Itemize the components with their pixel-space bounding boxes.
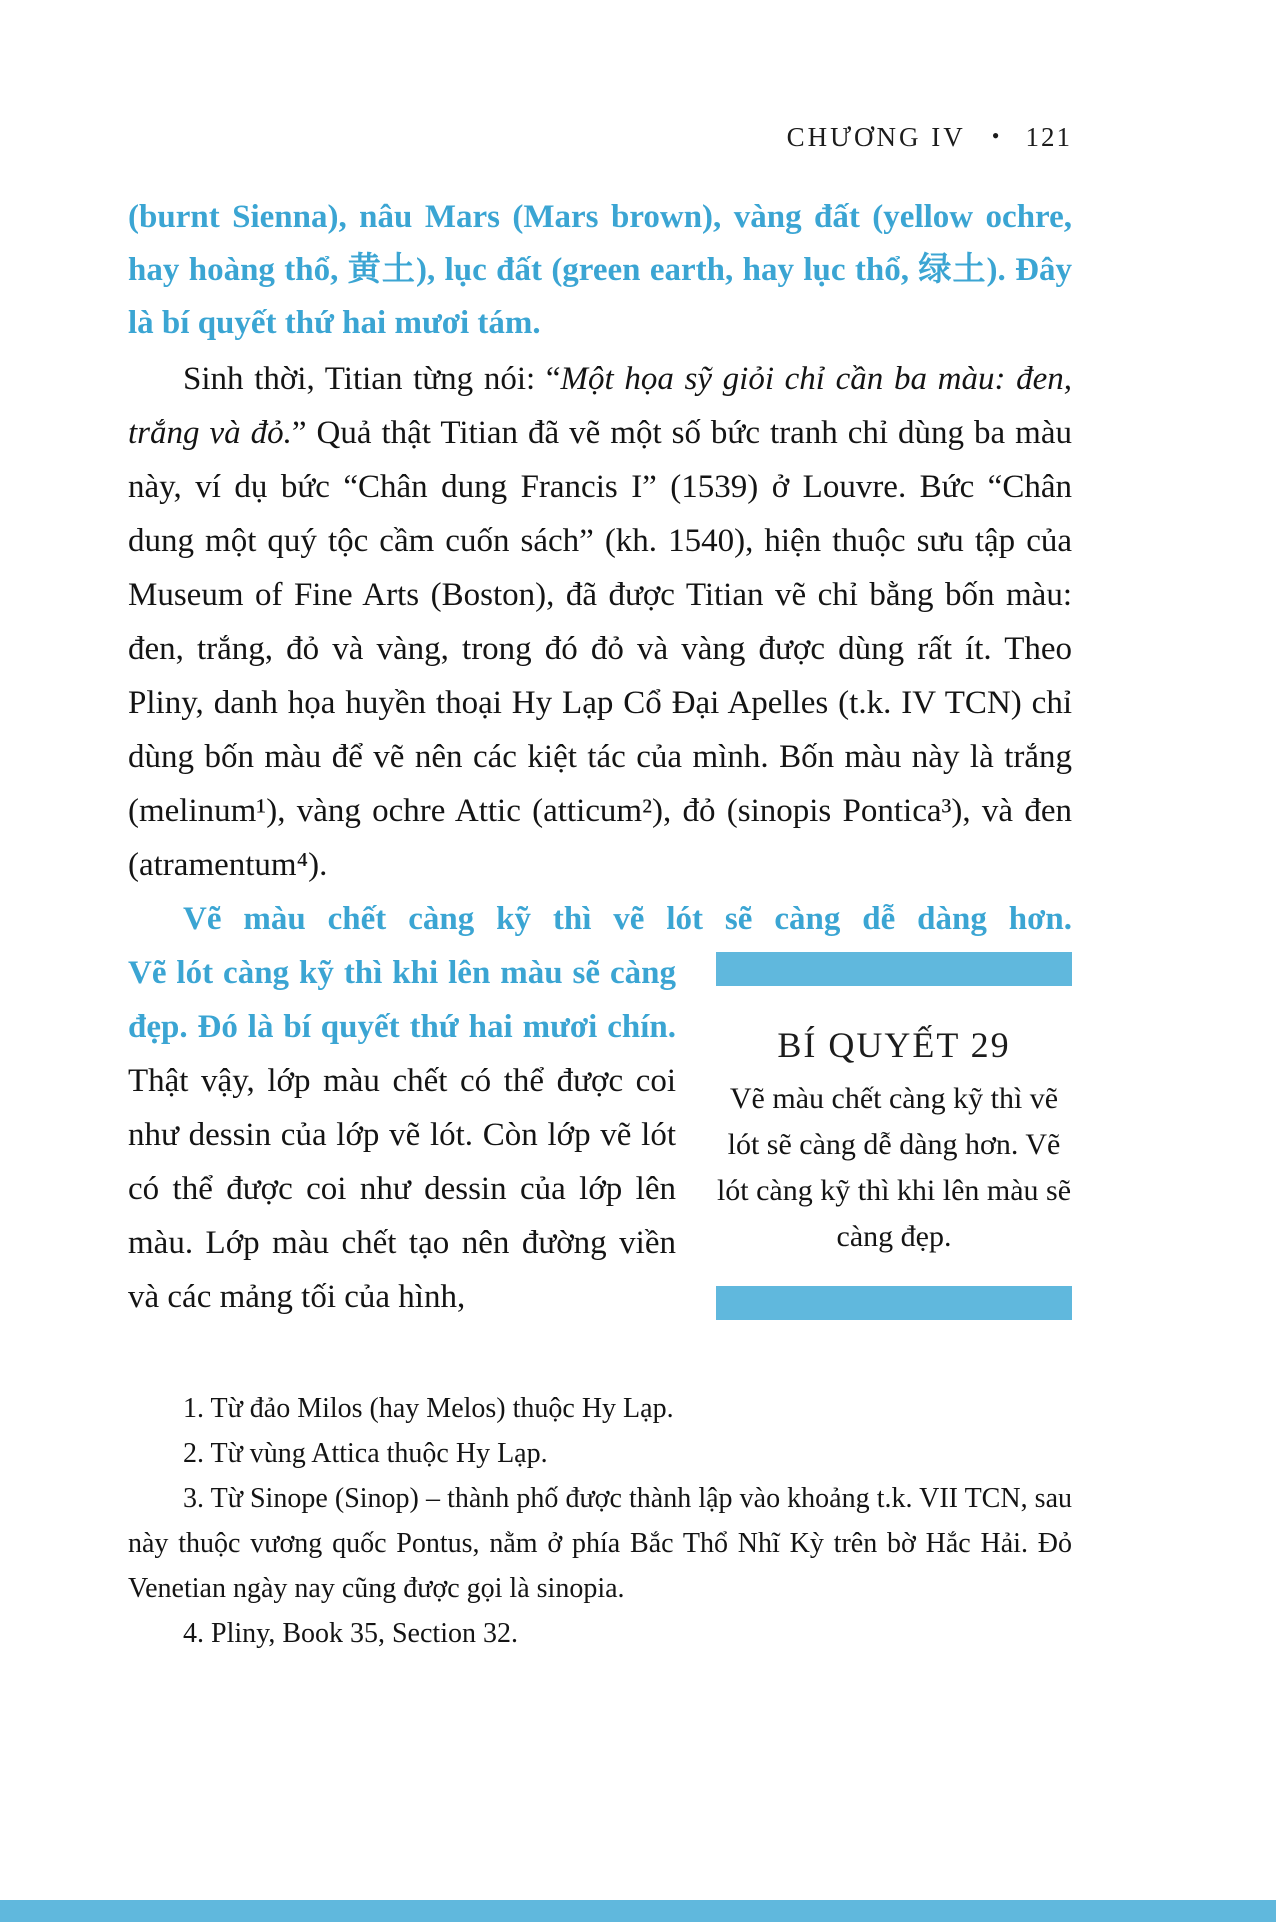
callout-body: Vẽ màu chết càng kỹ thì vẽ lót sẽ càng dễ dàng hơn. Vẽ lót càng kỹ thì khi lên màu sẽ càng đẹp. (716, 1082, 1072, 1253)
body-left-column (128, 946, 676, 1324)
intro-paragraph: (burnt Sienna), nâu Mars (Mars brown), vàng đất (yellow ochre, hay hoàng thổ, 黄土), lục đất (green earth, hay lục thổ, 绿土). Đây là bí quyết thứ hai mươi tám. (128, 199, 1072, 341)
wrap-section (128, 946, 1072, 1324)
secret29-lead-line: Vẽ màu chết càng kỹ thì vẽ lót sẽ càng dễ dàng hơn. (183, 901, 1072, 937)
bullet-separator: • (991, 123, 1000, 148)
callout-top-bar (716, 952, 1072, 986)
chapter-label: CHƯƠNG IV (786, 122, 966, 152)
footnote-3: 3. Từ Sinope (Sinop) – thành phố được thành lập vào khoảng t.k. VII TCN, sau này thuộc vương quốc Pontus, nằm ở phía Bắc Thổ Nhĩ Kỳ trên bờ Hắc Hải. Đỏ Venetian ngày nay cũng được gọi là sinopia. (128, 1483, 1072, 1604)
footnote-1: 1. Từ đảo Milos (hay Melos) thuộc Hy Lạp. (183, 1393, 674, 1424)
callout-title: BÍ QUYẾT 29 (777, 1025, 1011, 1065)
secret29-blue-text: Vẽ lót càng kỹ thì khi lên màu sẽ càng đẹp. Đó là bí quyết thứ hai mươi chín. (128, 955, 676, 1045)
page-bottom-bar (0, 1900, 1276, 1922)
titian-paragraph (128, 352, 1072, 892)
titian-quote: Một họa sỹ giỏi chỉ cần ba màu: đen, trắng và đỏ. (128, 361, 1073, 451)
footnote-2: 2. Từ vùng Attica thuộc Hy Lạp. (183, 1438, 548, 1469)
secret29-paragraph (128, 946, 676, 1324)
titian-quote-lead: Sinh thời, Titian từng nói: “ (183, 361, 561, 397)
footnotes-section (128, 1386, 1072, 1656)
page-content (128, 122, 1072, 1656)
titian-rest: ” Quả thật Titian đã vẽ một số bức tranh chỉ dùng ba màu này, ví dụ bức “Chân dung Francis I” (1539) ở Louvre. Bức “Chân dung một quý tộc cầm cuốn sách” (kh. 1540), hiện thuộc sưu tập của Museum of Fine Arts (Boston), đã được Titian vẽ chỉ bằng bốn màu: đen, trắng, đỏ và vàng, trong đó đỏ và vàng được dùng rất ít. Theo Pliny, danh họa huyền thoại Hy Lạp Cổ Đại Apelles (t.k. IV TCN) chỉ dùng bốn màu để vẽ nên các kiệt tác của mình. Bốn màu này là trắng (melinum¹), vàng ochre Attic (atticum²), đỏ (sinopis Pontica³), và đen (atramentum⁴). (128, 415, 1072, 883)
secret29-black-text: Thật vậy, lớp màu chết có thể được coi như dessin của lớp vẽ lót. Còn lớp vẽ lót có thể được coi như dessin của lớp lên màu. Lớp màu chết tạo nên đường viền và các mảng tối của hình, (128, 1063, 676, 1315)
callout-box (716, 952, 1072, 1320)
running-head (128, 122, 1072, 153)
callout-bottom-bar (716, 1286, 1072, 1320)
page-number: 121 (1025, 122, 1072, 152)
footnote-4: 4. Pliny, Book 35, Section 32. (183, 1618, 518, 1649)
